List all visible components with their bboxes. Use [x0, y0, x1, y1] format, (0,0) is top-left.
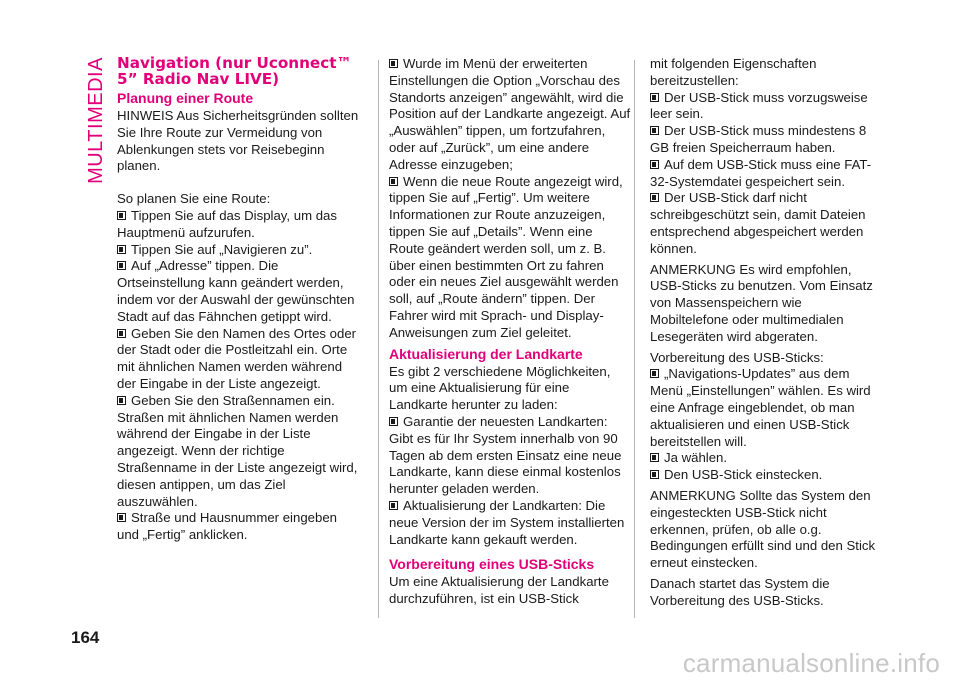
subheading-map-update: Aktualisierung der Landkarte [389, 345, 583, 362]
list-item-text: Den USB-Stick einstecken. [664, 467, 823, 483]
note-paragraph: HINWEIS Aus Sicherheitsgründen sollten Sie Ihre Route zur Vermeidung von Ablenkungen stets vor Reisebeginn planen. [117, 108, 359, 174]
bullet-icon [650, 160, 659, 169]
section-sidebar-title [84, 56, 108, 184]
section-title-text: MULTIMEDIA [84, 56, 107, 184]
paragraph: Es gibt 2 verschiedene Möglichkeiten, um eine Aktualisierung für eine Landkarte herunter zu laden: [389, 363, 611, 413]
list-item [389, 56, 631, 174]
bullet-icon [650, 93, 659, 102]
section-heading: Navigation (nur Uconnect™ 5” Radio Nav LIVE) [117, 54, 352, 88]
list-item-text: „Navigations-Updates” aus dem Menü „Einstellungen” wählen. Es wird eine Anfrage eingeblendet, ob man aktualisieren und einen USB-Stick bereitstellen will. [650, 366, 871, 449]
list-item [117, 242, 359, 259]
list-item-text: Garantie der neuesten Landkarten: Gibt es für Ihr System innerhalb von 90 Tagen ab dem ersten Einsatz eine neue Landkarte, kann diese einmal kostenlos herunter geladen werden. [389, 413, 622, 497]
list-item-text: Tippen Sie auf „Navigieren zu”. [131, 241, 313, 257]
list-item [650, 90, 880, 124]
list-item-text: Wurde im Menü der erweiterten Einstellungen die Option „Vorschau des Standorts anzeigen” angewählt, wird die Position auf der Landkarte angezeigt. Auf „Auswählen” tippen, um fortzufahren, oder auf „Zurück”, um eine andere Adresse einzugeben; [389, 56, 631, 172]
bullet-icon [389, 417, 398, 426]
list-item-text: Aktualisierung der Landkarten: Die neue Version der im System installierten Landkarte kann gekauft werden. [389, 497, 625, 547]
bullet-icon [389, 177, 398, 186]
subheading-route-planning: Planung einer Route [117, 90, 254, 106]
bullet-icon [117, 245, 126, 254]
list-item-text: Der USB-Stick muss vorzugsweise leer sein. [650, 89, 868, 122]
list-item [650, 123, 880, 157]
list-item [650, 157, 880, 191]
list-item-text: Auf dem USB-Stick muss eine FAT-32-Systemdatei gespeichert sein. [650, 156, 872, 189]
bullet-icon [117, 513, 126, 522]
list-item-text: Wenn die neue Route angezeigt wird, tippen Sie auf „Fertig”. Um weitere Informationen zur Route anzuzeigen, tippen Sie auf „Details”. Wenn eine Route geändert werden soll, um z. B. über einen bestimmten Ort zu fahren oder ein neues Ziel ausgewählt werden soll, auf „Route ändern” tippen. Der Fahrer wird mit Sprach- und Display-Anweisungen zum Ziel geleitet. [389, 173, 623, 340]
bullet-icon [650, 193, 659, 202]
column-2 [389, 56, 631, 608]
list-item [389, 498, 631, 548]
note-paragraph: ANMERKUNG Sollte das System den eingesteckten USB-Stick nicht erkennen, prüfen, ob alle o.g. Bedingungen erfüllt sind und den Stick erneut einstecken. [650, 487, 876, 571]
list-item-text: Der USB-Stick muss mindestens 8 GB freien Speicherraum haben. [650, 123, 867, 155]
list-item-text: Straße und Hausnummer eingeben und „Fertig” anklicken. [117, 510, 337, 543]
list-item [117, 510, 359, 544]
subheading-usb-prep: Vorbereitung eines USB-Sticks [389, 556, 595, 573]
bullet-icon [650, 453, 659, 462]
paragraph: Vorbereitung des USB-Sticks: [650, 349, 824, 365]
list-item [117, 326, 359, 393]
bullet-icon [389, 501, 398, 510]
bullet-icon [650, 369, 659, 378]
bullet-icon [117, 211, 126, 220]
bullet-icon [389, 59, 398, 68]
column-3 [650, 56, 880, 610]
list-item-text: Geben Sie den Namen des Ortes oder der Stadt oder die Postleitzahl ein. Orte mit ähnlichen Namen werden während der Eingabe in der Liste angezeigt. [117, 325, 357, 391]
paragraph: Danach startet das System die Vorbereitung des USB-Sticks. [650, 575, 830, 608]
column-divider [378, 60, 379, 618]
list-item [650, 450, 880, 467]
list-item [117, 393, 359, 511]
list-item-text: Tippen Sie auf das Display, um das Hauptmenü aufzurufen. [117, 207, 337, 240]
list-item [650, 190, 880, 257]
column-divider [634, 60, 635, 618]
list-item [389, 174, 631, 342]
bullet-icon [117, 261, 126, 270]
bullet-list-route-steps [117, 208, 359, 544]
page-number: 164 [71, 628, 100, 647]
paragraph: mit folgenden Eigenschaften bereitzustellen: [650, 56, 817, 88]
list-item [389, 414, 631, 498]
list-item [650, 366, 880, 450]
bullet-icon [650, 126, 659, 135]
list-item-text: Auf „Adresse” tippen. Die Ortseinstellung kann geändert werden, indem vor der Auswahl der gewünschten Stadt auf das Fähnchen getippt wird. [117, 258, 355, 324]
column-1 [117, 56, 359, 544]
list-item-text: Der USB-Stick darf nicht schreibgeschützt sein, damit Dateien entsprechend abgespeichert werden können. [650, 190, 866, 256]
intro-paragraph: So planen Sie eine Route: [117, 191, 271, 207]
note-paragraph: ANMERKUNG Es wird empfohlen, USB-Sticks zu benutzen. Vom Einsatz von Massenspeichern wie Mobiltelefone oder multimedialen Lesegeräten wird abgeraten. [650, 261, 873, 344]
list-item [117, 258, 359, 325]
bullet-icon [117, 329, 126, 338]
paragraph: Um eine Aktualisierung der Landkarte durchzuführen, ist ein USB-Stick [389, 574, 609, 607]
watermark: carmanualsonline.info [682, 648, 940, 678]
bullet-icon [117, 396, 126, 405]
list-item [117, 208, 359, 242]
list-item-text: Geben Sie den Straßennamen ein. Straßen mit ähnlichen Namen werden während der Eingabe in der Liste angezeigt. Wenn der richtige Straßenname in der Liste angezeigt wird, diesen antippen, um das Ziel auszuwählen. [117, 392, 358, 509]
list-item-text: Ja wählen. [664, 450, 728, 466]
bullet-icon [650, 470, 659, 479]
list-item [650, 467, 880, 484]
